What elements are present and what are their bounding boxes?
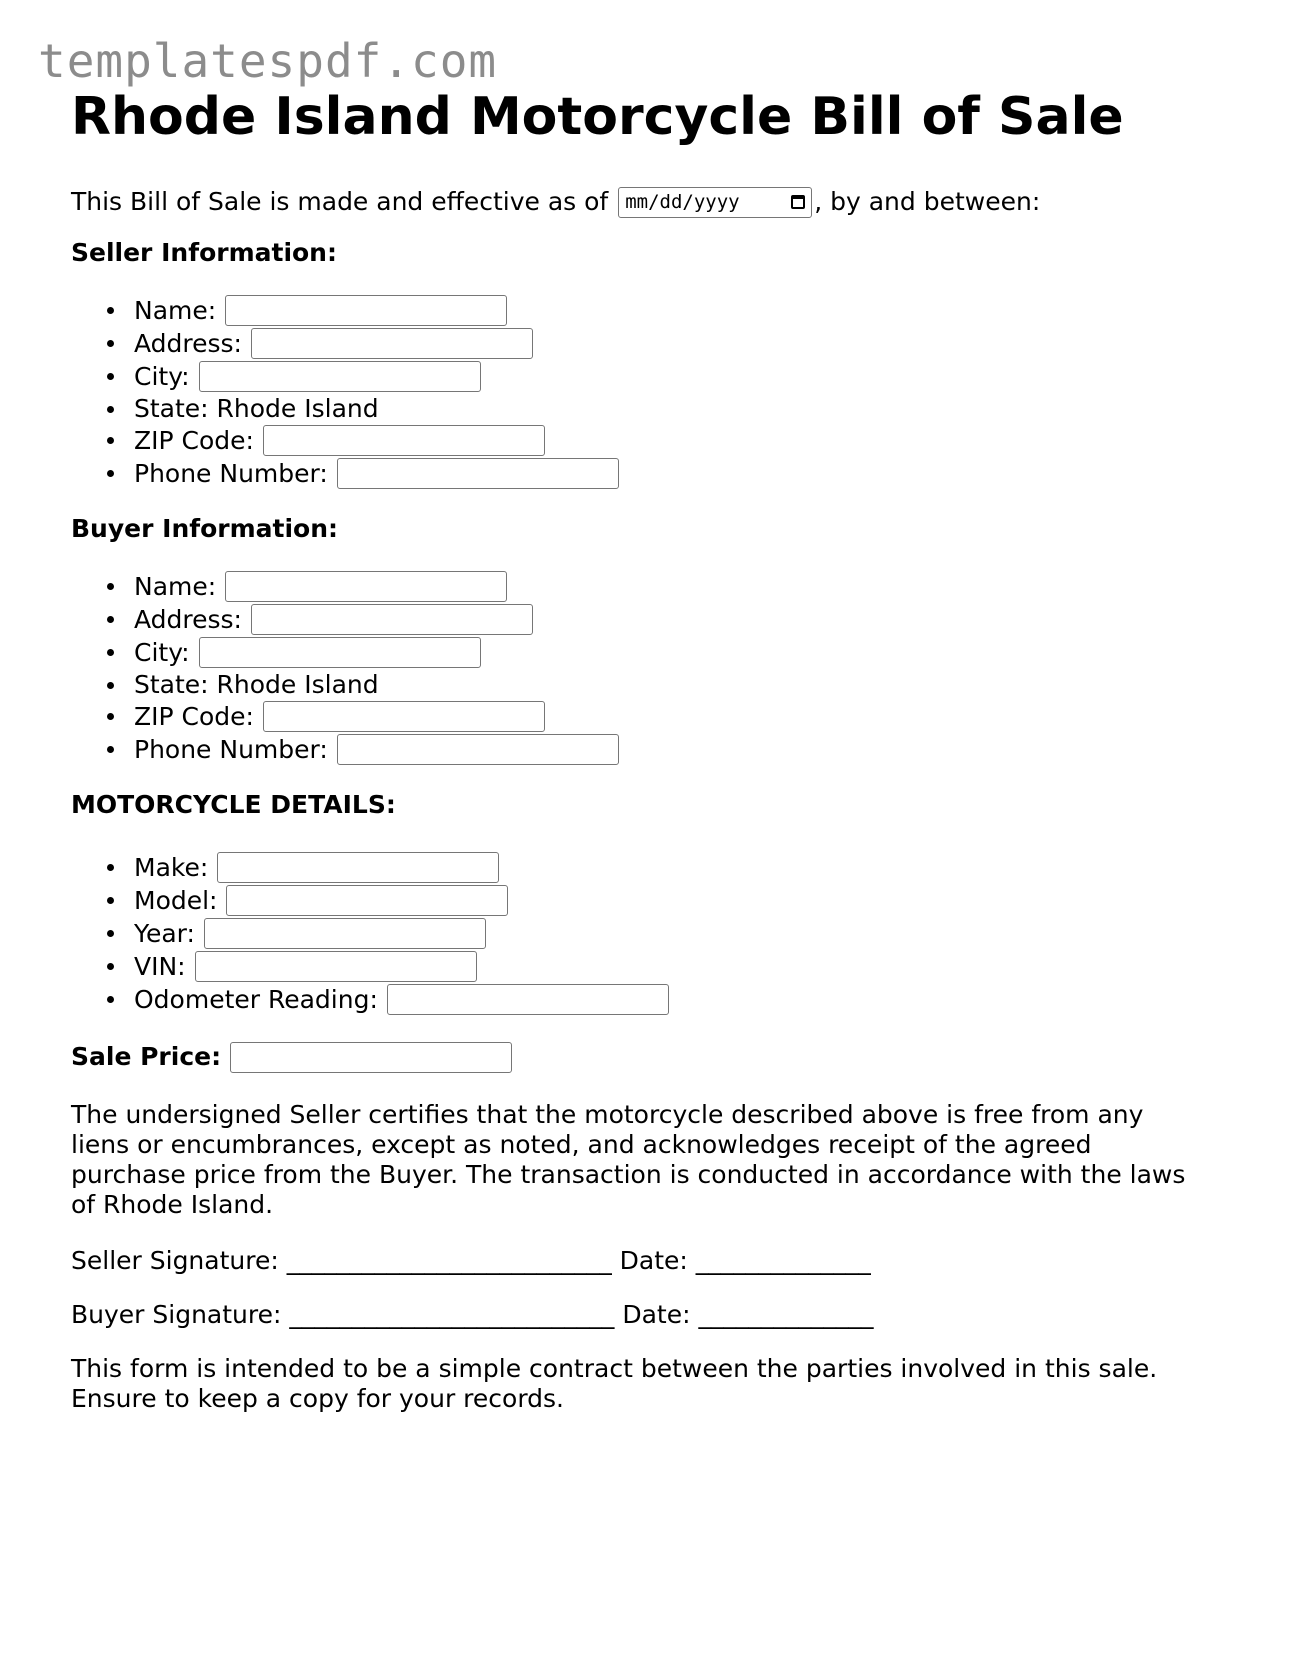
buyer-name-label: Name: [134,572,217,601]
seller-address-label: Address: [134,329,242,358]
vin-row [71,950,669,983]
buyer-state-text: State: Rhode Island [134,670,379,699]
buyer-phone-field[interactable] [337,734,619,765]
certification-text: The undersigned Seller certifies that the motorcycle described above is free from any liens or encumbrances, except as noted, and acknowledges receipt of the agreed purchase price from the Buyer. The transaction is conducted in accordance with the laws of Rhode Island. [71,1100,1186,1219]
seller-signature-line: Seller Signature: __________________________ Date: ______________ [71,1246,871,1275]
make-field[interactable] [217,852,499,883]
buyer-zip-row [71,700,619,733]
buyer-address-label: Address: [134,605,242,634]
buyer-city-field[interactable] [199,637,481,668]
seller-heading: Seller Information: [71,238,337,267]
date-placeholder: mm/dd/yyyy [625,191,740,213]
seller-address-field[interactable] [251,328,533,359]
intro-line [71,185,1040,219]
seller-city-label: City: [134,362,190,391]
seller-phone-label: Phone Number: [134,459,328,488]
buyer-phone-label: Phone Number: [134,735,328,764]
buyer-signature-line: Buyer Signature: __________________________ Date: ______________ [71,1300,874,1329]
seller-city-row [71,360,619,393]
seller-zip-field[interactable] [263,425,545,456]
buyer-state-row [71,669,619,700]
year-label: Year: [134,919,195,948]
page-title: Rhode Island Motorcycle Bill of Sale [71,87,1124,147]
buyer-city-row [71,636,619,669]
buyer-name-field[interactable] [225,571,507,602]
buyer-address-field[interactable] [251,604,533,635]
make-row [71,851,669,884]
buyer-city-label: City: [134,638,190,667]
model-field[interactable] [226,885,508,916]
seller-phone-field[interactable] [337,458,619,489]
seller-address-row [71,327,619,360]
buyer-heading: Buyer Information: [71,514,339,543]
seller-fields [71,294,619,490]
sale-price-row [71,1040,512,1074]
model-label: Model: [134,886,218,915]
seller-name-field[interactable] [225,295,507,326]
seller-city-field[interactable] [199,361,481,392]
sale-price-label: Sale Price: [71,1042,222,1071]
calendar-icon[interactable] [791,195,805,209]
buyer-name-row [71,570,619,603]
seller-name-row [71,294,619,327]
seller-state-text: State: Rhode Island [134,394,379,423]
seller-phone-row [71,457,619,490]
odometer-label: Odometer Reading: [134,985,378,1014]
buyer-phone-row [71,733,619,766]
seller-zip-label: ZIP Code: [134,426,254,455]
vin-label: VIN: [134,952,186,981]
buyer-zip-field[interactable] [263,701,545,732]
seller-name-label: Name: [134,296,217,325]
seller-state-row [71,393,619,424]
intro-text-after: , by and between: [814,187,1041,216]
year-row [71,917,669,950]
year-field[interactable] [204,918,486,949]
intro-text-before: This Bill of Sale is made and effective as of [71,187,609,216]
seller-zip-row [71,424,619,457]
footer-note: This form is intended to be a simple contract between the parties involved in this sale. Ensure to keep a copy for your records. [71,1354,1158,1413]
sale-price-field[interactable] [230,1042,512,1073]
odometer-row [71,983,669,1016]
buyer-zip-label: ZIP Code: [134,702,254,731]
make-label: Make: [134,853,209,882]
model-row [71,884,669,917]
effective-date-input[interactable] [618,187,812,218]
odometer-field[interactable] [387,984,669,1015]
motorcycle-fields [71,851,669,1016]
buyer-address-row [71,603,619,636]
vin-field[interactable] [195,951,477,982]
watermark: templatespdf.com [38,34,498,88]
motorcycle-heading: MOTORCYCLE DETAILS: [71,790,396,819]
buyer-fields [71,570,619,766]
